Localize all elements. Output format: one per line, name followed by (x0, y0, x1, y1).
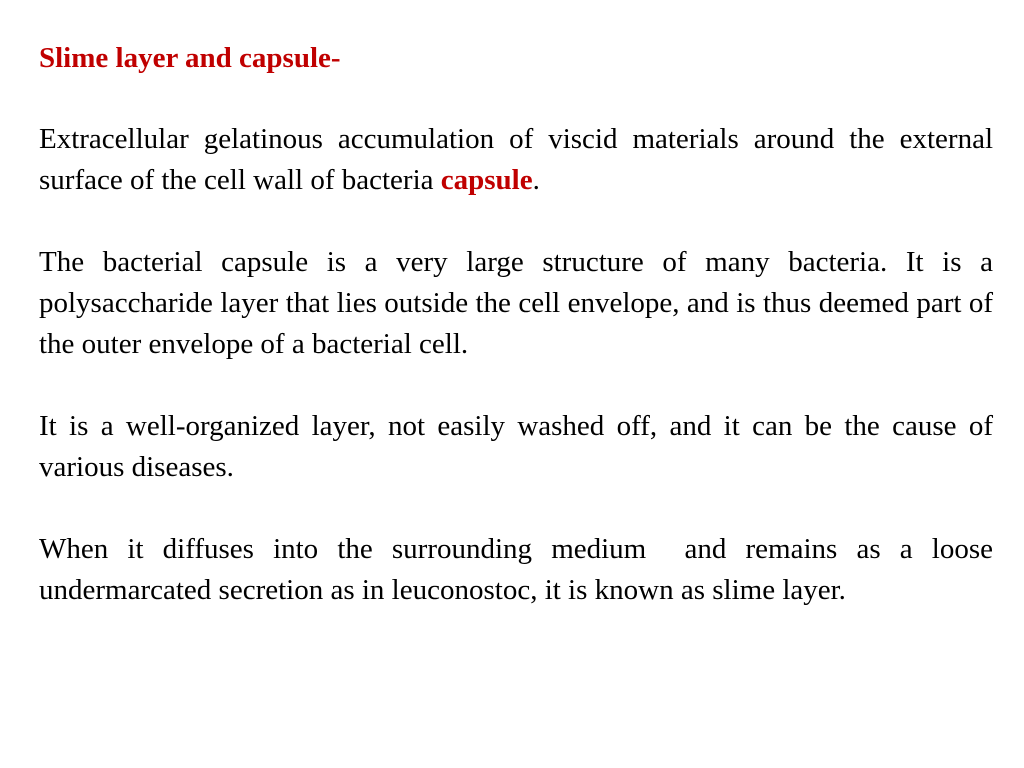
paragraph-capsule-structure: The bacterial capsule is a very large structure of many bacteria. It is a polysaccharide layer that lies outside the cell envelope, and is thus deemed part of the outer envelope of a bacterial cell. (39, 246, 993, 360)
paragraph-slime-layer: When it diffuses into the surrounding medium and remains as a loose undermarcated secretion as in leuconostoc, it is known as slime layer. (39, 533, 1001, 606)
paragraph-capsule-properties: It is a well-organized layer, not easily washed off, and it can be the cause of various diseases. (39, 410, 993, 483)
slide-content (39, 38, 1001, 652)
highlighted-term-capsule: capsule (440, 164, 533, 196)
paragraph-text-end: . (532, 164, 540, 196)
slide-title: Slime layer and capsule- (39, 42, 341, 74)
paragraph-text: Extracellular gelatinous accumulation of viscid materials around the external surface of the cell wall of bacteria (39, 123, 993, 196)
paragraph-capsule-definition (39, 119, 993, 201)
